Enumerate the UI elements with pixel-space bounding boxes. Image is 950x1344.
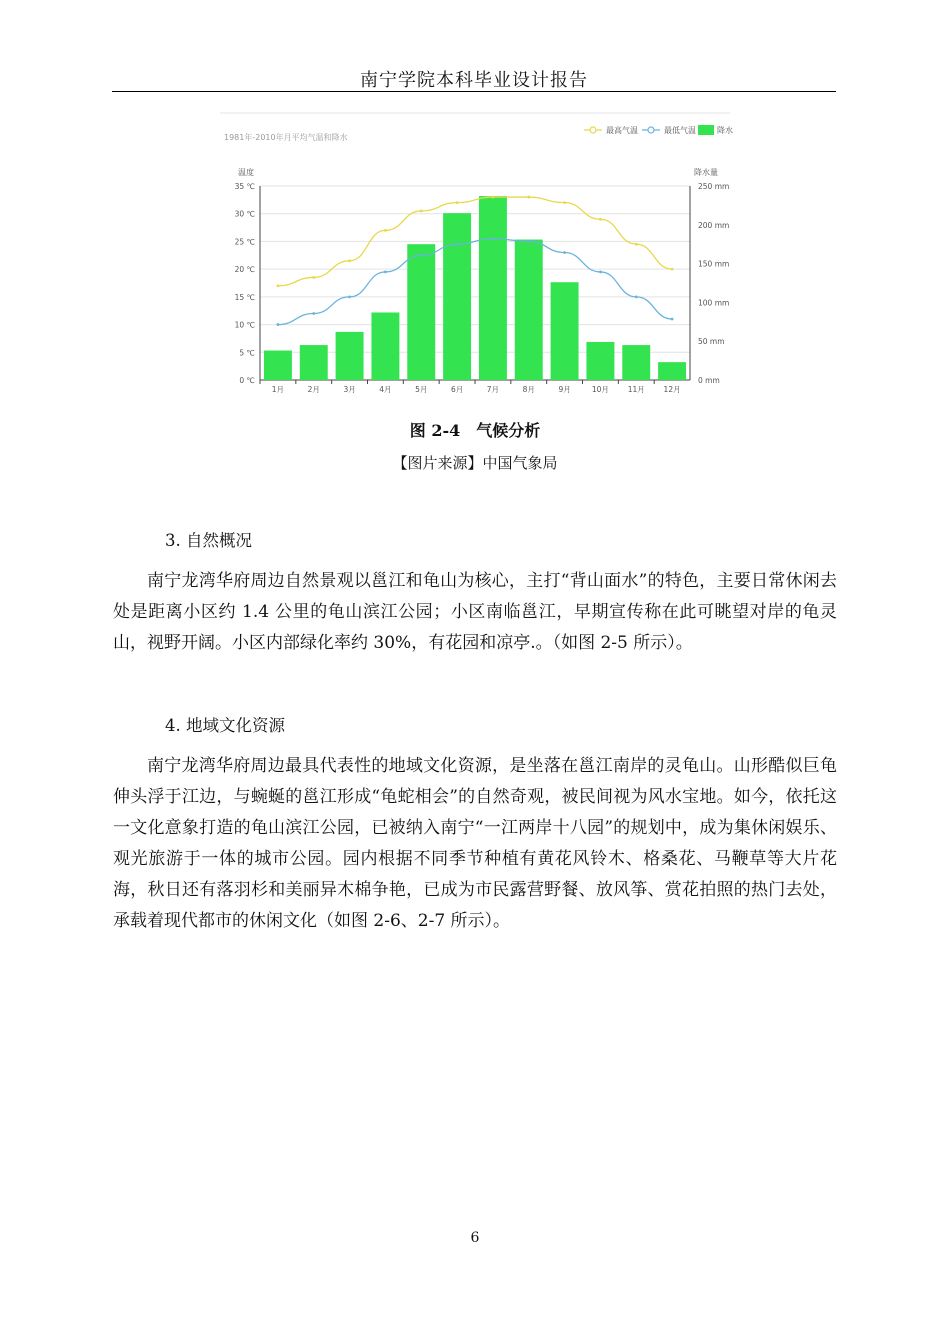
left-axis-label: 温度 (238, 168, 254, 177)
left-tick-label-5: 25 ℃ (234, 237, 255, 247)
max-temp-point-7 (492, 196, 495, 199)
precip-bar-7 (479, 196, 507, 380)
max-temp-point-1 (277, 284, 280, 287)
right-tick-label-0: 0 mm (698, 376, 720, 385)
x-tick-label-6: 6月 (450, 385, 464, 394)
x-tick-label-11: 11月 (627, 385, 645, 394)
min-temp-point-11 (635, 295, 638, 298)
right-tick-label-2: 100 mm (698, 298, 730, 308)
min-temp-point-1 (277, 323, 280, 326)
legend-label-0: 最高气温 (606, 126, 638, 135)
x-tick-label-9: 9月 (558, 385, 571, 394)
max-temp-point-9 (563, 201, 566, 204)
max-temp-point-3 (348, 259, 351, 262)
right-tick-label-3: 150 mm (698, 259, 730, 269)
precip-bar-3 (336, 332, 364, 380)
x-tick-label-1: 1月 (271, 385, 285, 394)
figure-caption: 图 2-4 气候分析 (409, 421, 541, 440)
max-temp-point-10 (599, 218, 602, 221)
min-temp-point-6 (456, 243, 459, 246)
paragraph-culture: 南宁龙湾华府周边最具代表性的地域文化资源，是坐落在邕江南岸的灵龟山。山形酷似巨龟伸头浮于江边，与蜿蜒的邕江形成“龟蛇相会”的自然奇观，被民间视为风水宝地。如今，依托这一文化意象打造的龟山滨江公园，已被纳入南宁“一江两岸十八园”的规划中，成为集休闲娱乐、观光旅游于一体的城市公园。园内根据不同季节种植有黄花风铃木、格桑花、马鞭草等大片花海，秋日还有落羽杉和美丽异木棉争艳，已成为市民露营野餐、放风筝、赏花拍照的热门去处，承载着现代都市的休闲文化（如图 2-6、2-7 所示）。 (113, 756, 837, 931)
left-tick-label-3: 15 ℃ (234, 292, 255, 302)
paragraph-natural: 南宁龙湾华府周边自然景观以邕江和龟山为核心，主打“背山面水”的特色，主要日常休闲去处是距离小区约 1.4 公里的龟山滨江公园；小区南临邕江，早期宣传称在此可眺望对岸的龟灵山，视野开阔。小区内部绿化率约 30%，有花园和凉亭.。（如图 2-5 所示）。 (113, 571, 837, 653)
page-number: 6 (470, 1230, 480, 1246)
precip-bar-10 (586, 342, 614, 380)
section-heading-culture: 4. 地域文化资源 (165, 716, 285, 735)
legend-swatch-2 (698, 125, 714, 135)
line-min-temp (278, 239, 672, 325)
max-temp-point-4 (384, 229, 387, 232)
right-tick-label-4: 200 mm (698, 220, 730, 230)
legend-marker-0 (590, 127, 596, 133)
precip-bar-5 (407, 244, 435, 380)
precip-bar-11 (622, 345, 650, 380)
chart-title: 1981年-2010年月平均气温和降水 (224, 133, 348, 142)
x-tick-label-4: 4月 (379, 385, 392, 394)
x-tick-label-8: 8月 (522, 385, 535, 394)
min-temp-point-10 (599, 271, 602, 274)
left-tick-label-4: 20 ℃ (234, 265, 255, 275)
running-header: 南宁学院本科毕业设计报告 (360, 70, 588, 91)
left-tick-label-2: 10 ℃ (234, 320, 255, 330)
legend-marker-1 (648, 127, 654, 133)
min-temp-point-7 (492, 237, 495, 240)
right-tick-label-1: 50 mm (698, 337, 725, 347)
x-tick-label-2: 2月 (307, 385, 320, 394)
right-axis-label: 降水量 (694, 168, 718, 177)
x-tick-label-10: 10月 (591, 385, 609, 394)
precip-bar-9 (551, 282, 579, 380)
precip-bar-8 (515, 240, 543, 380)
precip-bar-1 (264, 351, 292, 380)
max-temp-point-8 (527, 196, 530, 199)
x-tick-label-3: 3月 (343, 385, 356, 394)
max-temp-point-2 (312, 276, 315, 279)
figure-source: 【图片来源】中国气象局 (392, 454, 558, 472)
max-temp-point-12 (671, 268, 674, 271)
left-tick-label-7: 35 ℃ (234, 182, 255, 191)
legend-label-2: 降水 (717, 126, 733, 135)
precip-bar-4 (371, 312, 399, 380)
header-rule (112, 91, 836, 92)
max-temp-point-6 (456, 201, 459, 204)
right-tick-label-5: 250 mm (698, 182, 730, 191)
max-temp-point-5 (420, 210, 423, 213)
left-tick-label-6: 30 ℃ (234, 209, 255, 219)
max-temp-point-11 (635, 243, 638, 246)
min-temp-point-5 (420, 254, 423, 257)
min-temp-point-9 (563, 251, 566, 254)
min-temp-point-2 (312, 312, 315, 315)
x-tick-label-12: 12月 (663, 385, 681, 394)
min-temp-point-12 (671, 318, 674, 321)
climate-chart (220, 110, 733, 400)
precip-bar-12 (658, 362, 686, 380)
min-temp-point-4 (384, 271, 387, 274)
legend-label-1: 最低气温 (664, 126, 696, 135)
x-tick-label-7: 7月 (486, 385, 500, 394)
left-tick-label-0: 0 ℃ (239, 376, 255, 385)
section-heading-natural: 3. 自然概况 (165, 531, 252, 550)
precip-bar-6 (443, 213, 471, 380)
min-temp-point-3 (348, 295, 351, 298)
precip-bar-2 (300, 345, 328, 380)
left-tick-label-1: 5 ℃ (239, 348, 255, 358)
min-temp-point-8 (527, 240, 530, 243)
x-tick-label-5: 5月 (415, 385, 428, 394)
climate-chart-figure (220, 110, 733, 400)
